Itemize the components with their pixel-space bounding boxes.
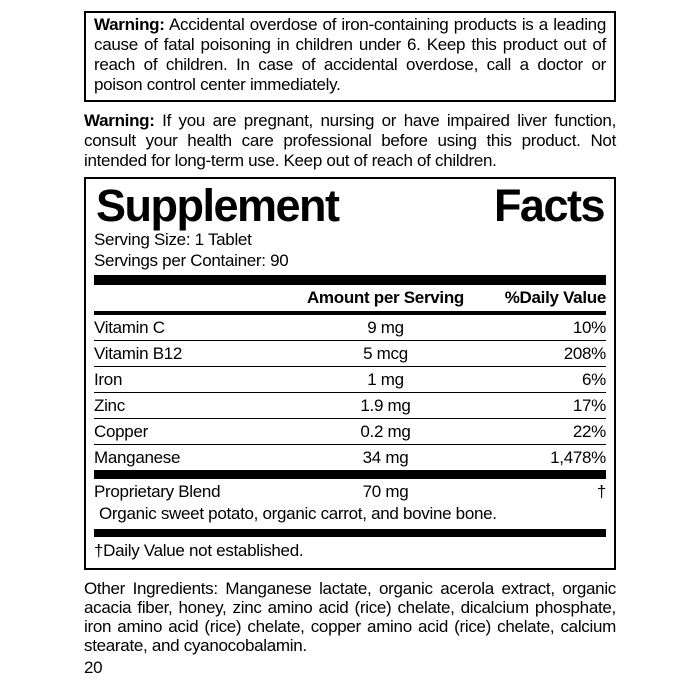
- pregnancy-warning-block: [84, 111, 616, 171]
- nutrient-amount: 5 mcg: [363, 344, 408, 363]
- iron-overdose-warning-box: [84, 11, 616, 102]
- pregnancy-warning-paragraph: [84, 111, 616, 171]
- nutrient-row: [94, 315, 606, 341]
- nutrient-name: Manganese: [94, 448, 181, 467]
- proprietary-blend-row: [94, 479, 606, 504]
- divider-bar-blend: [94, 470, 606, 479]
- nutrient-daily-value: 6%: [582, 370, 606, 389]
- daily-value-footnote: †Daily Value not established.: [94, 541, 304, 560]
- title-word-facts: Facts: [493, 180, 604, 231]
- nutrient-amount: 9 mg: [367, 318, 404, 337]
- nutrient-name: Iron: [94, 370, 123, 389]
- serving-size-line: Serving Size: 1 Tablet: [94, 230, 252, 249]
- nutrient-daily-value: 10%: [572, 318, 606, 337]
- blend-name: Proprietary Blend: [94, 482, 221, 501]
- nutrient-name: Copper: [94, 422, 148, 441]
- page-number: 20: [84, 658, 103, 677]
- blend-daily-value: †: [596, 482, 606, 501]
- divider-bar-top: [94, 275, 606, 285]
- supplement-facts-panel: [84, 177, 616, 570]
- blend-amount: 70 mg: [362, 482, 409, 501]
- other-ingredients-text: Manganese lactate, organic acerola extract, organic acacia fiber, honey, zinc amino acid (rice) chelate, dicalcium phosphate, iron amino acid (rice) chelate, copper amino acid (rice) chelate, calcium stearate, and cyanocobalamin.: [84, 579, 616, 655]
- blend-description: Organic sweet potato, organic carrot, and bovine bone.: [99, 504, 497, 523]
- nutrient-rows: [94, 315, 606, 470]
- servings-per-container-line: Servings per Container: 90: [94, 251, 289, 270]
- warning-label: Warning:: [84, 111, 155, 130]
- nutrient-row: [94, 393, 606, 419]
- nutrient-amount: 1.9 mg: [360, 396, 411, 415]
- warning-text: If you are pregnant, nursing or have impaired liver function, consult your health care professional before using this product. Not intended for long-term use. Keep out of reach of children.: [84, 111, 616, 170]
- nutrient-daily-value: 208%: [563, 344, 606, 363]
- nutrient-daily-value: 1,478%: [550, 448, 606, 467]
- other-ingredients-label: Other Ingredients:: [84, 579, 218, 598]
- nutrient-name: Vitamin B12: [94, 344, 183, 363]
- other-ingredients-paragraph: [84, 579, 616, 655]
- nutrient-daily-value: 17%: [572, 396, 606, 415]
- supplement-facts-title: [94, 180, 606, 231]
- nutrient-amount: 34 mg: [362, 448, 409, 467]
- warning-text: Accidental overdose of iron-containing products is a leading cause of fatal poisoning in children under 6. Keep this product out of reach of children. In case of accidental overdose, call a doctor or poison control center immediately.: [94, 15, 606, 94]
- nutrient-row: [94, 419, 606, 445]
- nutrient-amount: 1 mg: [367, 370, 404, 389]
- amount-column-header: Amount per Serving: [306, 288, 465, 307]
- nutrient-row: [94, 367, 606, 393]
- warning-label: Warning:: [94, 15, 165, 34]
- nutrient-name: Zinc: [94, 396, 125, 415]
- nutrient-row: [94, 445, 606, 470]
- nutrient-amount: 0.2 mg: [360, 422, 411, 441]
- nutrient-row: [94, 341, 606, 367]
- daily-value-column-header: %Daily Value: [504, 288, 606, 307]
- title-word-supplement: Supplement: [96, 180, 339, 231]
- table-header-row: [94, 285, 606, 311]
- divider-bar-footnote: [94, 529, 606, 537]
- iron-overdose-warning-paragraph: [94, 15, 606, 95]
- nutrient-name: Vitamin C: [94, 318, 165, 337]
- header-spacer: [94, 288, 293, 307]
- nutrient-daily-value: 22%: [572, 422, 606, 441]
